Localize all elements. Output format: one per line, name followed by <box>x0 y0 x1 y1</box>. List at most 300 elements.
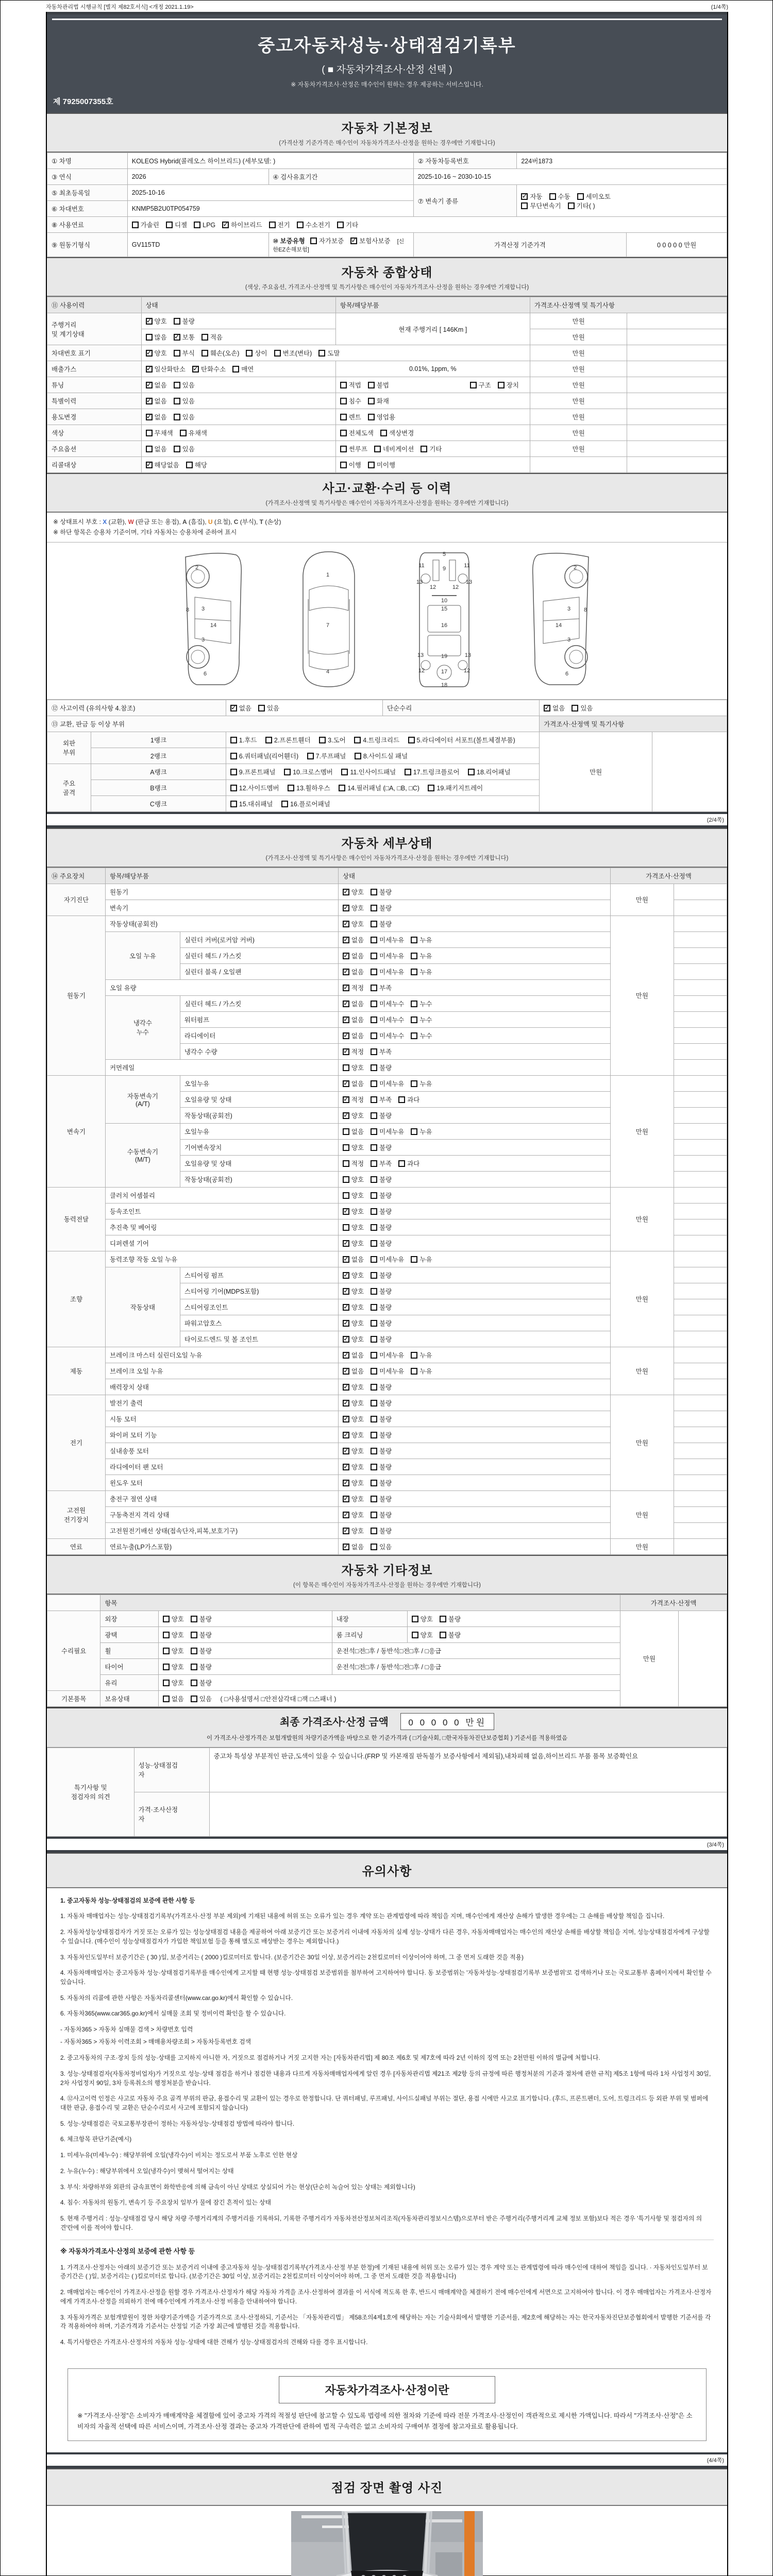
price-definition-box <box>68 2368 707 2442</box>
checkbox[interactable] <box>371 1352 377 1359</box>
svg-text:6: 6 <box>565 670 569 677</box>
svg-text:12: 12 <box>418 667 425 674</box>
checkbox[interactable] <box>521 193 528 200</box>
base-price-value: 0 0 0 0 0 만원 <box>627 233 727 257</box>
option-4.트렁크리드: 4.트렁크리드 <box>354 737 399 744</box>
checkbox[interactable] <box>549 193 556 200</box>
checkbox[interactable] <box>340 382 347 388</box>
svg-text:3: 3 <box>201 605 205 612</box>
item-label: 스티어링 기어(MDPS포함) <box>180 1283 338 1299</box>
option-양호: 양호 <box>343 1176 364 1183</box>
device-group-label: 동력전달 <box>47 1187 106 1251</box>
rankC-items <box>226 795 539 811</box>
checkbox[interactable] <box>246 350 253 357</box>
option-도말: 도말 <box>318 350 340 357</box>
checkbox[interactable] <box>411 1032 417 1039</box>
checkbox[interactable] <box>371 1016 377 1023</box>
checkbox[interactable] <box>371 1256 377 1263</box>
checkbox[interactable] <box>284 769 291 775</box>
option-양호: ✓ 양호 <box>343 889 364 896</box>
checkbox[interactable] <box>371 1032 377 1039</box>
checkbox[interactable] <box>371 1512 377 1518</box>
checkbox[interactable] <box>174 334 180 341</box>
option-많음: 많음 <box>146 334 167 341</box>
group-price: 만원 <box>610 884 674 916</box>
checkbox[interactable] <box>343 1208 349 1215</box>
checkbox[interactable] <box>343 1320 349 1327</box>
checkbox[interactable] <box>343 1368 349 1375</box>
option-미세누유: 미세누유 <box>371 1080 404 1088</box>
checkbox[interactable] <box>318 350 325 357</box>
checkbox[interactable] <box>371 1368 377 1375</box>
checkbox[interactable] <box>405 769 411 775</box>
checkbox[interactable] <box>146 382 153 388</box>
checkbox[interactable] <box>201 334 208 341</box>
svg-text:1: 1 <box>326 571 330 578</box>
option-썬루프: 썬루프 <box>340 446 367 453</box>
model-year: 2026 <box>127 169 268 185</box>
inspector-opinion: 중고차 특성상 부분적인 판금,도색이 있을 수 있습니다.(FRP 및 카본재질 판독불가 보증사항에서 제외됨),내차피해 없음,하이브리드 부품 품목 보증확인요 <box>209 1748 727 1792</box>
checkbox[interactable] <box>371 1128 377 1135</box>
checkbox[interactable] <box>337 222 344 228</box>
item-status <box>338 1011 610 1027</box>
checkbox[interactable] <box>350 238 357 244</box>
svg-text:13: 13 <box>464 652 472 658</box>
checkbox[interactable] <box>343 953 349 959</box>
option-불량: 불량 <box>371 1144 392 1151</box>
checkbox[interactable] <box>343 1128 349 1135</box>
checkbox[interactable] <box>371 1496 377 1502</box>
checkbox[interactable] <box>371 953 377 959</box>
checkbox[interactable] <box>230 737 237 743</box>
group-price: 만원 <box>610 1187 674 1251</box>
checkbox[interactable] <box>191 1680 197 1686</box>
item-label: 타이로드엔드 및 볼 조인트 <box>180 1331 338 1347</box>
option-기타( ): 기타( ) <box>568 202 595 210</box>
checkbox[interactable] <box>343 1544 349 1550</box>
option-양호: ✓ 양호 <box>343 1288 364 1295</box>
checkbox[interactable] <box>411 969 417 975</box>
checkbox[interactable] <box>371 1048 377 1055</box>
checkbox[interactable] <box>343 1144 349 1151</box>
checkbox[interactable] <box>192 366 199 372</box>
checkbox[interactable] <box>191 1696 197 1702</box>
checkbox[interactable] <box>191 1616 197 1622</box>
checkbox[interactable] <box>371 1112 377 1119</box>
checkbox[interactable] <box>146 446 153 452</box>
checkbox[interactable] <box>371 889 377 895</box>
option-누수: 누수 <box>411 1001 432 1008</box>
svg-text:12: 12 <box>429 584 436 590</box>
warranty-options: ⑩ 보증유형 자가보증 ✓ 보험사보증 [신한EZ손해보험] <box>268 233 413 257</box>
checkbox[interactable] <box>421 446 427 452</box>
checkbox[interactable] <box>343 1384 349 1391</box>
checkbox[interactable] <box>258 705 265 711</box>
option-11.인사이드패널: 11.인사이드패널 <box>341 769 396 776</box>
checkbox[interactable] <box>371 1096 377 1103</box>
checkbox[interactable] <box>343 1160 349 1167</box>
label: ⑧ 사용연료 <box>47 217 128 233</box>
svg-text:2: 2 <box>195 564 199 571</box>
label: ③ 연식 <box>47 169 128 185</box>
option-8.사이드실 패널: 8.사이드실 패널 <box>355 753 408 760</box>
checkbox[interactable] <box>340 414 347 420</box>
checkbox[interactable] <box>343 1224 349 1231</box>
checkbox[interactable] <box>310 238 317 244</box>
item-status <box>338 1347 610 1363</box>
checkbox[interactable] <box>343 1048 349 1055</box>
svg-text:8: 8 <box>186 606 190 613</box>
checkbox[interactable] <box>371 1400 377 1406</box>
checkbox[interactable] <box>343 1112 349 1119</box>
checkbox[interactable] <box>343 1001 349 1007</box>
checkbox[interactable] <box>230 801 237 807</box>
item-status <box>338 1059 610 1075</box>
photo-front-svg <box>291 2511 483 2576</box>
checkbox[interactable] <box>163 1632 170 1638</box>
checkbox[interactable] <box>274 350 281 357</box>
detail-state-table: ⑭ 주요장치 항목/해당부품 상태 가격조사·산정액 자기진단 원동기 ✓ 양호 불량 만원 변속기 ✓ 양호 불량 원동기 작동상태(공회전) ✓ 양호 불량 만원 오일 누유 실린더 커버(로커암 커버) ✓ 없음 미세누유 누유 실린더 헤드 / 가스킷 ✓ 없음 미세누유 누유 실린더 블록 / 오일팬 ✓ 없음 미세누유 누유 오일 유량 ✓ 적정 부족 냉각수 누수 실린더 헤드 / 가스킷 ✓ 없음 미세누수 누수 워터펌프 ✓ 없음 미세누수 누수 라디에이터 ✓ 없음 미세누수 누수 냉각수 수량 ✓ 적정 부족 커먼레일 양호 불량 변속기 자동변속기 (A/T) 오일누유 ✓ 없음 미세누유 누유 만원 오일유량 및 상태 ✓ 적정 부족 과다 작동상태(공회전) ✓ 양호 불량 수동변속기 (M/T) 오일누유 없음 미세누유 누유 기어변속장치 양호 불량 오일유량 및 상태 적정 부족 과다 작동상태(공회전) 양호 불량 동력전달 클러치 어셈블리 양호 불량 만원 등속조인트 ✓ 양호 불량 추진축 및 베어링 양호 불량 디퍼렌셜 기어 ✓ 양호 불량 조향 동력조향 작동 오일 누유 ✓ 없음 미세누유 누유 만원 작동상태 스티어링 펌프 ✓ 양호 불량 스티어링 기어(MDPS포함) ✓ 양호 불량 스티어링조인트 ✓ 양호 불량 파워고압호스 ✓ 양호 불량 타이로드엔드 및 볼 조인트 ✓ 양호 불량 제동 브레이크 마스터 실린더오일 누유 ✓ 없음 미세누유 누유 만원 브레이크 오일 누유 ✓ 없음 미세누유 누유 배력장치 상태 ✓ 양호 불량 전기 발전기 출력 ✓ 양호 불량 만원 시동 모터 ✓ 양호 불량 와이퍼 모터 기능 ✓ 양호 불량 실내송풍 모터 ✓ 양호 불량 라디에이터 팬 모터 ✓ 양호 불량 윈도우 모터 ✓ 양호 불량 고전원 전기장치 충전구 절연 상태 ✓ 양호 불량 만원 구동축전지 격리 상태 ✓ 양호 불량 고전원전기배선 상태(접속단자,피복,보호기구) ✓ 양호 불량 연료 연료누출(LP가스포함) ✓ 없음 있음 만원 <box>47 868 727 1555</box>
checkbox[interactable] <box>371 1208 377 1215</box>
svg-text:15: 15 <box>441 605 448 612</box>
device-group-label: 원동기 <box>47 916 106 1075</box>
checkbox[interactable] <box>146 414 153 420</box>
checkbox[interactable] <box>146 430 153 436</box>
checkbox[interactable] <box>468 769 475 775</box>
checkbox[interactable] <box>412 1632 418 1638</box>
checkbox[interactable] <box>343 1496 349 1502</box>
checkbox[interactable] <box>340 462 347 468</box>
recall-detail <box>335 457 530 473</box>
checkbox[interactable] <box>163 1680 170 1686</box>
checkbox[interactable] <box>371 1001 377 1007</box>
checkbox[interactable] <box>340 430 347 436</box>
checkbox[interactable] <box>440 1616 446 1622</box>
item-label: 작동상태(공회전) <box>180 1107 338 1123</box>
checkbox[interactable] <box>411 1128 417 1135</box>
option-불량: 불량 <box>174 318 195 325</box>
checkbox[interactable] <box>307 753 314 759</box>
checkbox[interactable] <box>577 193 584 200</box>
checkbox[interactable] <box>339 785 345 791</box>
checkbox[interactable] <box>343 1480 349 1486</box>
checkbox[interactable] <box>371 1176 377 1183</box>
item-status <box>338 1187 610 1203</box>
checkbox[interactable] <box>343 1096 349 1103</box>
checkbox[interactable] <box>163 1696 170 1702</box>
checkbox[interactable] <box>174 318 180 325</box>
checkbox[interactable] <box>343 1448 349 1454</box>
svg-text:13: 13 <box>416 579 423 585</box>
checkbox[interactable] <box>343 969 349 975</box>
option-15.대쉬패널: 15.대쉬패널 <box>230 801 273 808</box>
checkbox[interactable] <box>343 1288 349 1295</box>
checkbox[interactable] <box>371 1432 377 1438</box>
checkbox[interactable] <box>174 414 180 420</box>
checkbox[interactable] <box>371 1384 377 1391</box>
option-양호: ✓ 양호 <box>343 1400 364 1407</box>
checkbox[interactable] <box>368 382 375 388</box>
checkbox[interactable] <box>230 785 237 791</box>
checkbox[interactable] <box>521 202 528 209</box>
checkbox[interactable] <box>371 1240 377 1247</box>
option-있음: 있음 <box>174 398 195 405</box>
checkbox[interactable] <box>343 1352 349 1359</box>
option-불량: 불량 <box>371 1272 392 1279</box>
checkbox[interactable] <box>343 1416 349 1422</box>
item-status <box>338 1027 610 1043</box>
price-header: 가격조사·산정액 및 특기사항 <box>540 716 727 732</box>
checkbox[interactable] <box>371 1192 377 1199</box>
checkbox[interactable] <box>371 1416 377 1422</box>
item-status <box>338 1506 610 1522</box>
special-detail <box>335 393 530 409</box>
checkbox[interactable] <box>132 222 139 228</box>
checkbox[interactable] <box>343 1080 349 1087</box>
checkbox[interactable] <box>166 222 173 228</box>
checkbox[interactable] <box>163 1648 170 1654</box>
checkbox[interactable] <box>371 969 377 975</box>
option-화재: 화재 <box>368 398 389 405</box>
checkbox[interactable] <box>269 222 276 228</box>
option-양호: ✓양호 <box>146 318 167 325</box>
checkbox[interactable] <box>371 1272 377 1279</box>
checkbox[interactable] <box>319 737 326 743</box>
checkbox[interactable] <box>398 1096 405 1103</box>
registration-number: 224버1873 <box>517 153 727 169</box>
page-marker-3: (3/4쪽) <box>707 1841 724 1848</box>
sub-group-label: 작동상태 <box>105 1267 180 1347</box>
checkbox[interactable] <box>341 769 348 775</box>
checkbox[interactable] <box>343 985 349 991</box>
checkbox[interactable] <box>371 1160 377 1167</box>
checkbox[interactable] <box>411 953 417 959</box>
page-marker-4: (4/4쪽) <box>707 2458 724 2464</box>
checkbox[interactable] <box>343 921 349 927</box>
usage-detail <box>335 409 530 425</box>
checkbox[interactable] <box>146 318 153 325</box>
base-price-label: 가격산정 기준가격 <box>413 233 627 257</box>
overall-state-table: ⑪ 사용이력 상태 항목/해당부품 가격조사·산정액 및 특기사항 주행거리 및 계기상태 ✓양호 불량 현재 주행거리 [ 146Km ] 만원 많음 ✓ 보통 적음 만원 차대번호 표기 ✓ 양호 부식 훼손(오손) 상이 변조(변타) 도말 만원 배출가스 ✓ 일산화탄소 ✓ 탄화수소 매연 0.01%, 1ppm, % 만원 튜닝 ✓ 없음 있음 적법 불법 구조 장치 만원 특별이력 ✓ 없음 있음 침수 화재 만원 용도변경 ✓ 없음 있음 렌트 영업용 만원 색상 무채색 유채색 전체도색 색상변경 만원 주요옵션 없음 있음 썬루프 네비게이션 기타 만원 리콜대상 ✓ 해당없음 해당 이행 미이행 <box>47 297 727 473</box>
item-label: 스티어링 펌프 <box>180 1267 338 1283</box>
checkbox[interactable] <box>146 398 153 404</box>
checkbox[interactable] <box>371 1448 377 1454</box>
checkbox[interactable] <box>412 1616 418 1622</box>
option-불량: 불량 <box>440 1632 461 1639</box>
color-detail <box>335 425 530 441</box>
checkbox[interactable] <box>230 769 237 775</box>
option-양호: 양호 <box>163 1648 184 1655</box>
checkbox[interactable] <box>371 1528 377 1534</box>
checkbox[interactable] <box>411 1080 417 1087</box>
checkbox[interactable] <box>343 1464 349 1470</box>
checkbox[interactable] <box>191 1632 197 1638</box>
basic-info-table <box>47 152 727 257</box>
checkbox[interactable] <box>371 905 377 911</box>
checkbox[interactable] <box>371 1080 377 1087</box>
option-없음: ✓ 없음 <box>544 705 565 712</box>
checkbox[interactable] <box>343 1512 349 1518</box>
appraiser-opinion <box>209 1792 727 1836</box>
appraiser-label: 가격·조사산정 자 <box>134 1792 209 1836</box>
checkbox[interactable] <box>544 705 550 711</box>
checkbox[interactable] <box>146 462 153 468</box>
option-자동: ✓자동 <box>521 193 542 200</box>
checkbox[interactable] <box>343 889 349 895</box>
checkbox[interactable] <box>440 1632 446 1638</box>
basic-items-label: 기본품목 <box>47 1690 100 1706</box>
checkbox[interactable] <box>368 414 375 420</box>
checkbox[interactable] <box>428 785 434 791</box>
engine-type: GV115TD <box>127 233 268 257</box>
checkbox[interactable] <box>340 446 347 452</box>
checkbox[interactable] <box>222 222 229 228</box>
page-marker-2: (2/4쪽) <box>707 817 724 823</box>
checkbox[interactable] <box>411 937 417 943</box>
checkbox[interactable] <box>230 753 237 759</box>
item-status <box>338 1107 610 1123</box>
checkbox[interactable] <box>174 382 180 388</box>
checkbox[interactable] <box>163 1616 170 1622</box>
item-label: 충전구 절연 상태 <box>105 1490 338 1506</box>
checkbox[interactable] <box>343 1240 349 1247</box>
row-label: 차대번호 표기 <box>47 345 142 361</box>
checkbox[interactable] <box>343 1304 349 1311</box>
checkbox[interactable] <box>340 398 347 404</box>
checkbox[interactable] <box>371 1224 377 1231</box>
checkbox[interactable] <box>371 1144 377 1151</box>
checkbox[interactable] <box>343 1016 349 1023</box>
group-price: 만원 <box>610 1538 674 1554</box>
option-미이행: 미이행 <box>368 462 395 469</box>
sub-group-label: 자동변속기 (A/T) <box>105 1075 180 1123</box>
checkbox[interactable] <box>343 1032 349 1039</box>
checkbox[interactable] <box>411 1256 417 1263</box>
checkbox[interactable] <box>411 1016 417 1023</box>
checkbox[interactable] <box>371 1288 377 1295</box>
item-status <box>338 979 610 995</box>
checkbox[interactable] <box>146 366 153 372</box>
definition-title: 자동차가격조사·산정이란 <box>279 2376 495 2403</box>
checkbox[interactable] <box>343 1176 349 1183</box>
checkbox[interactable] <box>265 737 272 743</box>
checkbox[interactable] <box>371 1320 377 1327</box>
option-불량: 불량 <box>371 1304 392 1311</box>
option-없음: ✓ 없음 <box>146 398 167 405</box>
option-16.플로어패널: 16.플로어패널 <box>281 801 330 808</box>
checkbox[interactable] <box>371 921 377 927</box>
checkbox[interactable] <box>343 1432 349 1438</box>
checkbox[interactable] <box>374 446 381 452</box>
checkbox[interactable] <box>174 446 180 452</box>
checkbox[interactable] <box>343 1256 349 1263</box>
checkbox[interactable] <box>180 430 187 436</box>
checkbox[interactable] <box>343 1336 349 1343</box>
checkbox[interactable] <box>568 202 575 209</box>
item-label: 작동상태(공회전) <box>180 1171 338 1187</box>
checkbox[interactable] <box>371 1544 377 1550</box>
checkbox[interactable] <box>354 737 361 743</box>
checkbox[interactable] <box>371 1480 377 1486</box>
checkbox[interactable] <box>411 1001 417 1007</box>
checkbox[interactable] <box>343 905 349 911</box>
option-보험사보증: ✓ 보험사보증 <box>350 238 390 245</box>
checkbox[interactable] <box>355 753 361 759</box>
item-label: 와이퍼 모터 기능 <box>105 1427 338 1443</box>
checkbox[interactable] <box>230 705 237 711</box>
option-불량: 불량 <box>371 1496 392 1503</box>
option-없음: ✓ 없음 <box>343 1016 364 1024</box>
checkbox[interactable] <box>371 1464 377 1470</box>
option-이행: 이행 <box>340 462 361 469</box>
checkbox[interactable] <box>146 334 153 341</box>
checkbox[interactable] <box>368 398 375 404</box>
checkbox[interactable] <box>371 1304 377 1311</box>
checkbox[interactable] <box>371 985 377 991</box>
checkbox[interactable] <box>572 705 578 711</box>
checkbox[interactable] <box>371 1336 377 1343</box>
checkbox[interactable] <box>343 937 349 943</box>
option-적정: ✓ 적정 <box>343 1048 364 1056</box>
checkbox[interactable] <box>343 1064 349 1071</box>
checkbox[interactable] <box>201 350 208 357</box>
group-price: 만원 <box>610 1490 674 1538</box>
simple-repair-label: 단순수리 <box>382 700 539 716</box>
checkbox[interactable] <box>343 1272 349 1279</box>
option-누유: 누유 <box>411 1080 432 1088</box>
option-양호: ✓ 양호 <box>343 1432 364 1439</box>
checkbox[interactable] <box>368 462 375 468</box>
checkbox[interactable] <box>146 350 153 357</box>
checkbox[interactable] <box>232 366 239 372</box>
checkbox[interactable] <box>411 1368 417 1375</box>
checkbox[interactable] <box>191 1664 197 1670</box>
checkbox[interactable] <box>163 1664 170 1670</box>
checkbox[interactable] <box>281 801 288 807</box>
checkbox[interactable] <box>194 222 200 228</box>
checkbox[interactable] <box>186 462 193 468</box>
option-1.후드: 1.후드 <box>230 737 257 744</box>
option-불량: 불량 <box>191 1616 212 1623</box>
checkbox[interactable] <box>174 398 180 404</box>
option-변조(변타): 변조(변타) <box>274 350 312 357</box>
option-양호: 양호 <box>163 1664 184 1671</box>
checkbox[interactable] <box>288 785 294 791</box>
rankA-items <box>226 764 539 779</box>
checkbox[interactable] <box>470 382 477 388</box>
checkbox[interactable] <box>371 937 377 943</box>
checkbox[interactable] <box>498 382 505 388</box>
checkbox[interactable] <box>411 1352 417 1359</box>
checkbox[interactable] <box>343 1400 349 1406</box>
option-상이: 상이 <box>246 350 267 357</box>
option-2.프론트휀더: 2.프론트휀더 <box>265 737 311 744</box>
option-하이브리드: ✓ 하이브리드 <box>222 222 262 229</box>
option-누유: 누유 <box>411 953 432 960</box>
wheel-detail: 운전석□전□후 / 동반석□전□후 / □응급 <box>332 1642 620 1658</box>
checkbox[interactable] <box>380 430 387 436</box>
checkbox[interactable] <box>343 1192 349 1199</box>
checkbox[interactable] <box>408 737 415 743</box>
checkbox[interactable] <box>297 222 304 228</box>
checkbox[interactable] <box>174 350 180 357</box>
checkbox[interactable] <box>371 1064 377 1071</box>
checkbox[interactable] <box>343 1528 349 1534</box>
checkbox[interactable] <box>191 1648 197 1654</box>
checkbox[interactable] <box>398 1160 405 1167</box>
item-label: 브레이크 오일 누유 <box>105 1363 338 1379</box>
option-18.리어패널: 18.리어패널 <box>468 769 511 776</box>
